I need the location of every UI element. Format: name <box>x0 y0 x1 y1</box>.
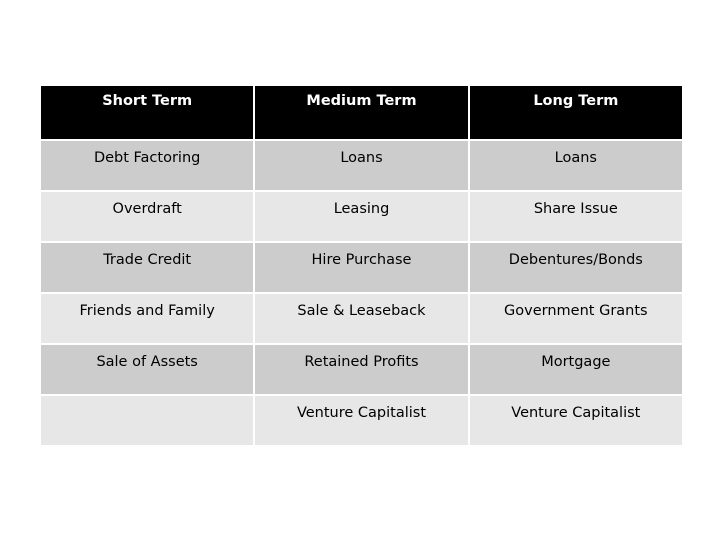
table-row <box>40 140 683 191</box>
table-cell: Sale & Leaseback <box>254 293 468 344</box>
table-row <box>40 395 683 446</box>
table-cell: Debentures/Bonds <box>469 242 683 293</box>
table-cell: Retained Profits <box>254 344 468 395</box>
table-cell: Share Issue <box>469 191 683 242</box>
table-cell: Friends and Family <box>40 293 254 344</box>
table-row <box>40 344 683 395</box>
table-cell: Overdraft <box>40 191 254 242</box>
finance-sources-table <box>39 84 684 447</box>
table-row <box>40 242 683 293</box>
table-cell: Venture Capitalist <box>254 395 468 446</box>
table-row <box>40 191 683 242</box>
table-cell: Debt Factoring <box>40 140 254 191</box>
table-cell: Hire Purchase <box>254 242 468 293</box>
table-cell: Venture Capitalist <box>469 395 683 446</box>
table-cell: Mortgage <box>469 344 683 395</box>
table-cell: Trade Credit <box>40 242 254 293</box>
header-medium-term: Medium Term <box>254 85 468 140</box>
table-cell: Sale of Assets <box>40 344 254 395</box>
table-cell: Loans <box>254 140 468 191</box>
table-cell <box>40 395 254 446</box>
table-cell: Leasing <box>254 191 468 242</box>
table-header-row <box>40 85 683 140</box>
table-cell: Loans <box>469 140 683 191</box>
table-row <box>40 293 683 344</box>
header-short-term: Short Term <box>40 85 254 140</box>
header-long-term: Long Term <box>469 85 683 140</box>
table-cell: Government Grants <box>469 293 683 344</box>
